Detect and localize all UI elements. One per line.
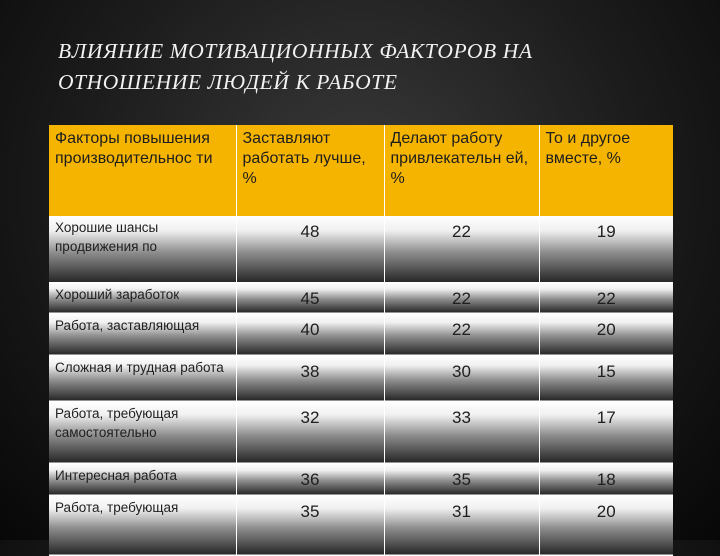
factor-cell: Работа, заставляющая [49, 313, 236, 355]
work-better-cell: 45 [236, 282, 384, 313]
work-better-cell: 32 [236, 401, 384, 463]
table-header-row [49, 125, 673, 216]
factor-cell: Хорошие шансы продвижения по [49, 216, 236, 282]
motivation-factors-table [49, 125, 673, 556]
more-attractive-cell: 31 [384, 495, 539, 555]
factor-cell: Сложная и трудная работа [49, 355, 236, 401]
factor-cell: Работа, требующая самостоятельно [49, 401, 236, 463]
slide-title-line-1: ВЛИЯНИЕ МОТИВАЦИОННЫХ ФАКТОРОВ НА [58, 39, 533, 63]
work-better-cell: 35 [236, 495, 384, 555]
table-row [49, 463, 673, 495]
table-row [49, 282, 673, 313]
header-work-better: Заставляют работать лучше, % [236, 125, 384, 216]
work-better-cell: 36 [236, 463, 384, 495]
table-row [49, 495, 673, 555]
table-row [49, 216, 673, 282]
slide-title-line-2: ОТНОШЕНИЕ ЛЮДЕЙ К РАБОТЕ [58, 70, 398, 94]
header-factors: Факторы повышения производительнос ти [49, 125, 236, 216]
both-cell: 20 [539, 495, 673, 555]
factor-cell: Хороший заработок [49, 282, 236, 313]
table-row [49, 355, 673, 401]
header-both: То и другое вместе, % [539, 125, 673, 216]
table-row [49, 313, 673, 355]
table-row [49, 401, 673, 463]
header-more-attractive: Делают работу привлекательн ей, % [384, 125, 539, 216]
slide-title [58, 36, 708, 98]
work-better-cell: 48 [236, 216, 384, 282]
more-attractive-cell: 33 [384, 401, 539, 463]
both-cell: 19 [539, 216, 673, 282]
work-better-cell: 40 [236, 313, 384, 355]
both-cell: 17 [539, 401, 673, 463]
work-better-cell: 38 [236, 355, 384, 401]
both-cell: 18 [539, 463, 673, 495]
factor-cell: Работа, требующая [49, 495, 236, 555]
more-attractive-cell: 22 [384, 282, 539, 313]
more-attractive-cell: 30 [384, 355, 539, 401]
factor-cell: Интересная работа [49, 463, 236, 495]
both-cell: 15 [539, 355, 673, 401]
both-cell: 20 [539, 313, 673, 355]
more-attractive-cell: 35 [384, 463, 539, 495]
more-attractive-cell: 22 [384, 216, 539, 282]
more-attractive-cell: 22 [384, 313, 539, 355]
both-cell: 22 [539, 282, 673, 313]
